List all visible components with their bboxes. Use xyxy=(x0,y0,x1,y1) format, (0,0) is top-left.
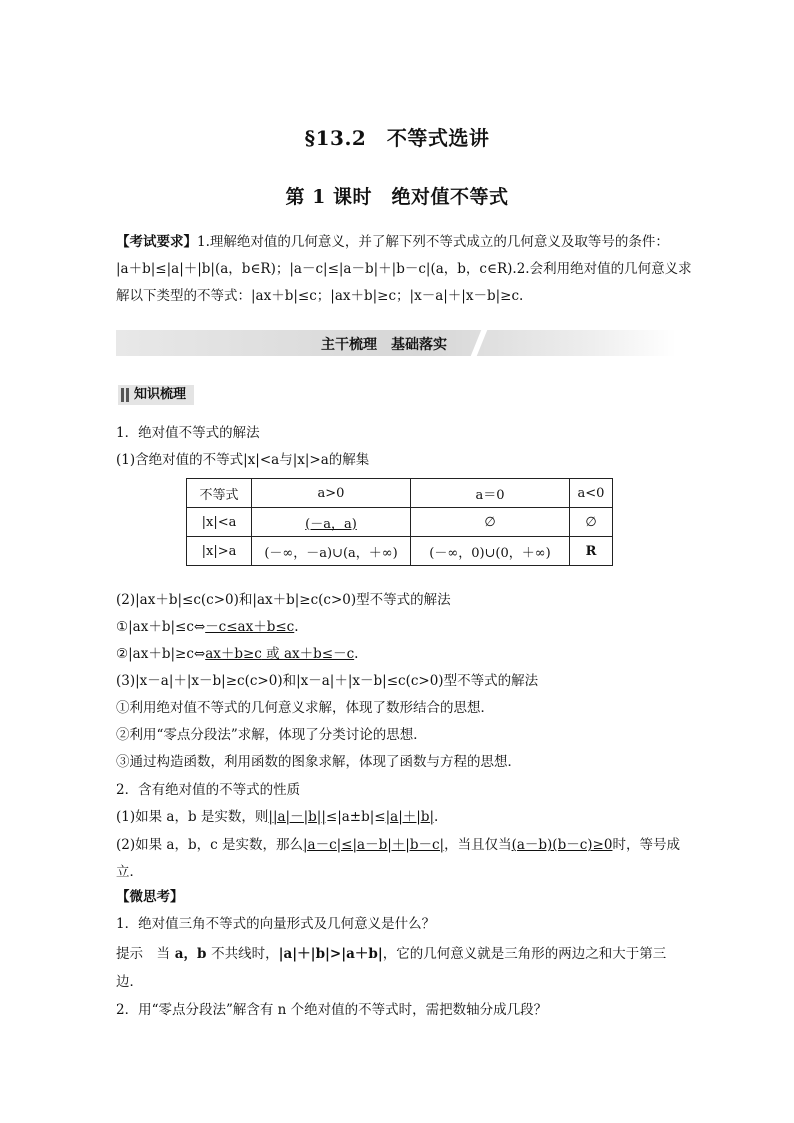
table-cell: (－a，a) xyxy=(252,508,411,537)
table-row xyxy=(187,508,613,537)
think-label: 【微思考】 xyxy=(116,889,184,905)
question-2: 2．用“零点分段法”解含有 n 个绝对值的不等式时，需把数轴分成几段？ xyxy=(116,1002,548,1018)
question-1: 1．绝对值三角不等式的向量形式及几何意义是什么？ xyxy=(116,916,436,932)
solution-set-table xyxy=(186,478,613,566)
table-cell: |x|<a xyxy=(187,508,252,537)
table-cell: ∅ xyxy=(570,508,613,537)
table-cell: (－∞，0)∪(0，＋∞) xyxy=(411,537,570,566)
heading-2: 2．含有绝对值的不等式的性质 xyxy=(116,782,301,798)
banner-label: 主干梳理 基础落实 xyxy=(321,337,447,353)
exam-requirements-label: 【考试要求】 xyxy=(116,234,197,250)
table-header: a<0 xyxy=(570,479,613,508)
knowledge-tag-label: 知识梳理 xyxy=(134,387,187,402)
double-bar-icon xyxy=(121,388,129,402)
section-banner xyxy=(116,330,676,356)
table-row xyxy=(187,537,613,566)
table-cell: |x|>a xyxy=(187,537,252,566)
lesson-title: 第 1 课时 绝对值不等式 xyxy=(285,186,509,208)
hint-label: 提示 当 xyxy=(116,946,170,962)
method-1: ①利用绝对值不等式的几何意义求解，体现了数形结合的思想． xyxy=(116,700,494,716)
table-header: 不等式 xyxy=(187,479,252,508)
property-2-line-2: 立． xyxy=(116,864,143,880)
table-cell: ∅ xyxy=(411,508,570,537)
property-1: (1)如果 a，b 是实数，则||a|－|b||≤|a±b|≤|a|＋|b|. xyxy=(116,809,439,825)
property-2-answer-2: (a－b)(b－c)≥0 xyxy=(511,837,613,853)
property-2-answer-1: |a－c|≤|a－b|＋|b－c| xyxy=(302,837,445,853)
subheading-1-1: (1)含绝对值的不等式|x|<a与|x|>a的解集 xyxy=(116,452,370,468)
hint-line-1: 提示 当 a，b 不共线时，|a|＋|b|>|a＋b|，它的几何意义就是三角形的两边之和大于第三 xyxy=(116,946,667,962)
property-1-answer-1: ||a|－|b|| xyxy=(268,809,326,825)
table-cell: R xyxy=(570,537,613,566)
exam-requirements-line-3: 解以下类型的不等式：|ax＋b|≤c；|ax＋b|≥c；|x－a|＋|x－b|≥c. xyxy=(116,288,524,304)
section-title: §13.2 不等式选讲 xyxy=(304,126,490,150)
table-cell: (－∞，－a)∪(a，＋∞) xyxy=(252,537,411,566)
subheading-1-3: (3)|x－a|＋|x－b|≥c(c>0)和|x－a|＋|x－b|≤c(c>0)型不等式的解法 xyxy=(116,673,539,689)
case-1-answer: －c≤ax＋b≤c xyxy=(205,619,295,635)
exam-requirements-line-1: 【考试要求】1.理解绝对值的几何意义，并了解下列不等式成立的几何意义及取等号的条件： xyxy=(116,234,669,250)
table-header-row xyxy=(187,479,613,508)
method-2: ②利用“零点分段法”求解，体现了分类讨论的思想． xyxy=(116,727,427,743)
property-2: (2)如果 a，b，c 是实数，那么|a－c|≤|a－b|＋|b－c|，当且仅当(a－b)(b－c)≥0时，等号成 xyxy=(116,837,680,853)
property-1-answer-2: |a|＋|b| xyxy=(385,809,435,825)
knowledge-tag xyxy=(118,385,194,405)
case-1-line: ①|ax＋b|≤c⇔－c≤ax＋b≤c. xyxy=(116,619,299,635)
method-3: ③通过构造函数，利用函数的图象求解，体现了函数与方程的思想． xyxy=(116,754,521,770)
case-2-answer-2: ax＋b≤－c xyxy=(283,646,355,662)
hint-line-2: 边． xyxy=(116,974,143,990)
exam-requirements-line-2: |a＋b|≤|a|＋|b|(a，b∈R)；|a－c|≤|a－b|＋|b－c|(a，b，c∈R).2.会利用绝对值的几何意义求 xyxy=(116,261,692,277)
heading-1: 1．绝对值不等式的解法 xyxy=(116,425,260,441)
banner-slash-decoration xyxy=(471,330,488,356)
case-2-line: ②|ax＋b|≥c⇔ax＋b≥c 或 ax＋b≤－c. xyxy=(116,646,359,662)
table-header: a>0 xyxy=(252,479,411,508)
table-header: a＝0 xyxy=(411,479,570,508)
case-2-answer-1: ax＋b≥c xyxy=(205,646,262,662)
subheading-1-2: (2)|ax＋b|≤c(c>0)和|ax＋b|≥c(c>0)型不等式的解法 xyxy=(116,592,451,608)
